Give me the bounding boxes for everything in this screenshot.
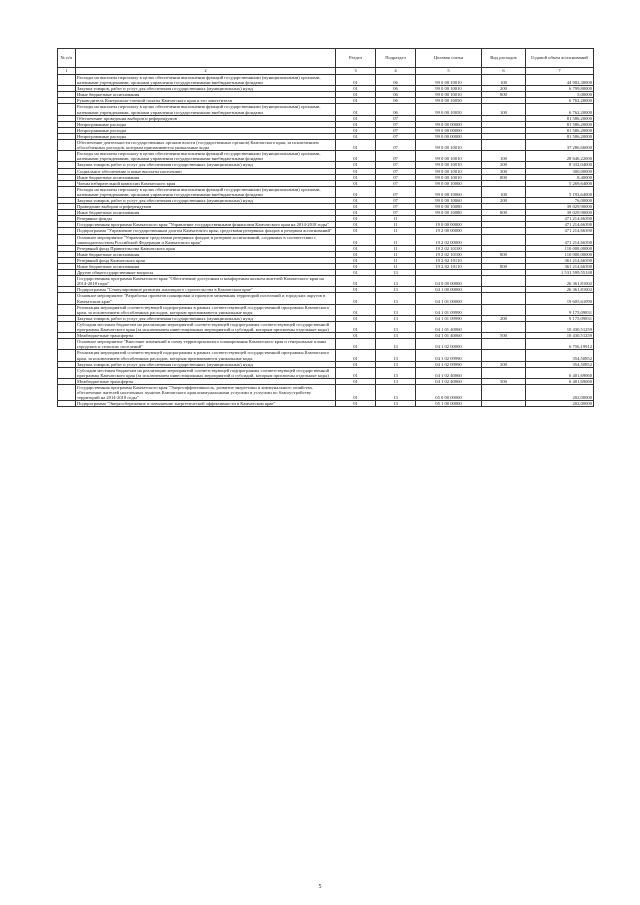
expense-type-cell: 500	[482, 378, 526, 384]
expense-type-cell: 200	[482, 197, 526, 203]
amount-cell: 10 430,51259	[526, 333, 594, 339]
section-cell: 01	[336, 384, 376, 400]
row-number-cell	[58, 186, 76, 197]
expense-name-cell: Резервный фонд Правительства Камчатского края	[76, 245, 336, 251]
expense-name-cell: Закупка товаров, работ и услуг для обеспечения государственных (муниципальных) нужд	[76, 162, 336, 168]
expense-type-cell	[482, 276, 526, 287]
amount-cell: 8 332,04000	[526, 162, 594, 168]
subsection-cell: 07	[376, 115, 416, 121]
expense-type-cell: 500	[482, 333, 526, 339]
section-cell: 01	[336, 264, 376, 270]
subsection-cell: 13	[376, 276, 416, 287]
subsection-cell: 07	[376, 121, 416, 127]
article-cell: 99 0 00 10060	[416, 186, 482, 197]
article-cell: 99 0 00 00000	[416, 133, 482, 139]
section-cell: 01	[336, 216, 376, 222]
table-header-row	[58, 49, 594, 68]
row-number-cell	[58, 367, 76, 378]
subsection-cell: 07	[376, 204, 416, 210]
column-number: 4	[376, 68, 416, 75]
subsection-cell: 07	[376, 162, 416, 168]
article-cell: 04 1 00 00000	[416, 287, 482, 293]
article-cell: 04 1 01 09990	[416, 304, 482, 315]
subsection-cell: 07	[376, 133, 416, 139]
subsection-cell: 07	[376, 151, 416, 162]
expense-name-cell: Обеспечение проведения выборов и референдумов	[76, 115, 336, 121]
table-row	[58, 75, 594, 86]
expense-type-cell	[482, 234, 526, 245]
row-number-cell	[58, 104, 76, 115]
amount-cell: 6 756,19912	[526, 339, 594, 350]
section-cell: 01	[336, 245, 376, 251]
article-cell: 04 1 02 00000	[416, 339, 482, 350]
row-number-cell	[58, 140, 76, 151]
expense-type-cell	[482, 350, 526, 361]
expense-name-cell: Расходы на выплаты персоналу в целях обеспечения выполнения функций государственными (муниципальными) органами, казенными учреждениями, органами управления государственными внебюджетными фондами	[76, 104, 336, 115]
expense-name-cell: Иные бюджетные ассигнования	[76, 92, 336, 98]
table-row	[58, 367, 594, 378]
expense-type-cell: 800	[482, 174, 526, 180]
expense-name-cell: Закупка товаров, работ и услуг для обеспечения государственных (муниципальных) нужд	[76, 197, 336, 203]
table-row	[58, 401, 594, 407]
row-number-cell	[58, 234, 76, 245]
expense-type-cell	[482, 367, 526, 378]
article-cell: 04 1 01 40060	[416, 333, 482, 339]
subsection-cell: 06	[376, 75, 416, 86]
table-row	[58, 293, 594, 304]
amount-cell: 44 902,30000	[526, 75, 594, 86]
expense-type-cell: 800	[482, 92, 526, 98]
article-cell: 19 2 02 00000	[416, 234, 482, 245]
header-amount: Годовой объем ассигнований	[526, 49, 594, 68]
amount-cell: 37 286,66000	[526, 140, 594, 151]
subsection-cell: 07	[376, 127, 416, 133]
expense-name-cell: Реализация мероприятий соответствующей подпрограммы в рамках соответствующей государственной программы Камчатского края, за исключением обособленных расходов, которым присваиваются уникальные коды	[76, 304, 336, 315]
expense-name-cell: Субсидии местным бюджетам на реализацию мероприятий соответствующей подпрограммы соответствующей государственной программы Камчатского края (за исключением инвестиционных мероприятий и субсидий, которым присвоены отдельные коды)	[76, 367, 336, 378]
amount-cell: 81 586,20000	[526, 121, 594, 127]
expense-name-cell: Государственная программа Камчатского края "Энергоэффективность, развитие энергетики и коммунального хозяйства, обеспечение жителей населенных пунктов Камчатского края коммунальными услугами и услугами по благоустройству территорий на 2014-2018 годы"	[76, 384, 336, 400]
row-number-cell	[58, 293, 76, 304]
article-cell: 19 2 02 10110	[416, 257, 482, 263]
article-cell: 19 2 02 10100	[416, 251, 482, 257]
amount-cell: 28 646,22000	[526, 151, 594, 162]
subsection-cell: 13	[376, 270, 416, 276]
section-cell: 01	[336, 86, 376, 92]
amount-cell: 300,00000	[526, 168, 594, 174]
amount-cell: 6 799,80000	[526, 86, 594, 92]
article-cell: 99 0 00 10010	[416, 151, 482, 162]
section-cell: 01	[336, 251, 376, 257]
expense-name-cell: Реализация мероприятий соответствующей подпрограммы в рамках соответствующей государственной программы Камчатского края, за исключением обособленных расходов, которым присваиваются уникальные коды	[76, 350, 336, 361]
row-number-cell	[58, 304, 76, 315]
amount-cell: 5 193,64000	[526, 186, 594, 197]
expense-name-cell: Резервные фонды	[76, 216, 336, 222]
expense-name-cell: Резервный фонд Камчатского края	[76, 257, 336, 263]
expense-name-cell: Закупка товаров, работ и услуг для обеспечения государственных (муниципальных) нужд	[76, 315, 336, 321]
expense-type-cell	[482, 293, 526, 304]
article-cell: 04 1 01 09990	[416, 315, 482, 321]
expense-type-cell: 100	[482, 186, 526, 197]
section-cell: 01	[336, 293, 376, 304]
amount-cell: 39 029,90000	[526, 210, 594, 216]
expense-name-cell: Межбюджетные трансферты	[76, 378, 336, 384]
subsection-cell: 06	[376, 86, 416, 92]
row-number-cell	[58, 401, 76, 407]
expense-type-cell: 100	[482, 151, 526, 162]
article-cell: 04 1 01 00000	[416, 293, 482, 304]
table-row	[58, 350, 594, 361]
article-cell: 04 1 02 40060	[416, 378, 482, 384]
subsection-cell: 11	[376, 251, 416, 257]
expense-type-cell	[482, 140, 526, 151]
budget-table	[57, 48, 594, 407]
expense-name-cell: Члены избирательной комиссии Камчатского края	[76, 180, 336, 186]
section-cell: 01	[336, 75, 376, 86]
table-row	[58, 104, 594, 115]
article-cell: 19 2 02 10110	[416, 264, 482, 270]
subsection-cell: 13	[376, 339, 416, 350]
table-row	[58, 140, 594, 151]
article-cell: 04 1 02 40060	[416, 367, 482, 378]
expense-name-cell: Подпрограмма "Стимулирование развития жилищного строительства в Камчатском крае"	[76, 287, 336, 293]
table-row	[58, 151, 594, 162]
amount-cell: 471 214,66390	[526, 228, 594, 234]
subsection-cell: 13	[376, 384, 416, 400]
amount-cell: 6 762,20000	[526, 98, 594, 104]
expense-type-cell: 100	[482, 75, 526, 86]
section-cell: 01	[336, 321, 376, 332]
section-cell: 01	[336, 151, 376, 162]
amount-cell: 76,00000	[526, 197, 594, 203]
document-page	[57, 48, 593, 407]
article-cell: 99 0 00 10060	[416, 180, 482, 186]
table-row	[58, 304, 594, 315]
section-cell: 01	[336, 121, 376, 127]
amount-cell: 8,40000	[526, 174, 594, 180]
section-cell: 01	[336, 115, 376, 121]
row-number-cell	[58, 276, 76, 287]
expense-name-cell: Проведение выборов и референдумов	[76, 204, 336, 210]
amount-cell: 81 586,20000	[526, 115, 594, 121]
subsection-cell: 13	[376, 401, 416, 407]
expense-name-cell: Закупка товаров, работ и услуг для обеспечения государственных (муниципальных) нужд	[76, 361, 336, 367]
subsection-cell: 13	[376, 315, 416, 321]
expense-name-cell: Межбюджетные трансферты	[76, 333, 336, 339]
expense-type-cell: 800	[482, 251, 526, 257]
article-cell: 19 0 00 00000	[416, 222, 482, 228]
subsection-cell: 13	[376, 304, 416, 315]
subsection-cell: 06	[376, 92, 416, 98]
section-cell: 01	[336, 361, 376, 367]
expense-name-cell: Основное мероприятие "Внесение изменений в схему территориального планирования Камчатского края и генеральные планы городских и сельских поселений"	[76, 339, 336, 350]
amount-cell: 5 269,64000	[526, 180, 594, 186]
expense-name-cell: Иные бюджетные ассигнования	[76, 210, 336, 216]
amount-cell: 19 605,61090	[526, 293, 594, 304]
section-cell: 01	[336, 378, 376, 384]
expense-name-cell: Руководитель Контрольно-счетной палаты Камчатского края и его заместители	[76, 98, 336, 104]
header-subsection: Подраздел	[376, 49, 416, 68]
article-cell: 99 0 00 00000	[416, 127, 482, 133]
expense-type-cell: 300	[482, 168, 526, 174]
header-name	[76, 49, 336, 68]
expense-name-cell: Социальное обеспечение и иные выплаты населению	[76, 168, 336, 174]
section-cell: 01	[336, 287, 376, 293]
expense-type-cell: 800	[482, 210, 526, 216]
amount-cell: 471 214,66390	[526, 234, 594, 245]
subsection-cell: 06	[376, 98, 416, 104]
table-row	[58, 321, 594, 332]
section-cell: 01	[336, 92, 376, 98]
subsection-cell: 13	[376, 333, 416, 339]
header-no: № п/п	[58, 49, 76, 68]
section-cell: 01	[336, 133, 376, 139]
subsection-cell: 13	[376, 378, 416, 384]
header-expense-type: Вид расходов	[482, 49, 526, 68]
section-cell: 01	[336, 333, 376, 339]
section-cell: 01	[336, 180, 376, 186]
article-cell: 99 0 00 10010	[416, 174, 482, 180]
subsection-cell: 11	[376, 222, 416, 228]
column-number: 6	[482, 68, 526, 75]
article-cell: 99 0 00 10010	[416, 168, 482, 174]
table-row	[58, 384, 594, 400]
article-cell: 99 0 00 10050	[416, 98, 482, 104]
expense-name-cell: Непрограммные расходы	[76, 121, 336, 127]
row-number-cell	[58, 151, 76, 162]
section-cell: 01	[336, 174, 376, 180]
section-cell: 01	[336, 127, 376, 133]
subsection-cell: 13	[376, 321, 416, 332]
subsection-cell: 07	[376, 210, 416, 216]
amount-cell: 202,00000	[526, 401, 594, 407]
subsection-cell: 07	[376, 180, 416, 186]
subsection-cell: 07	[376, 140, 416, 151]
expense-type-cell	[482, 304, 526, 315]
article-cell: 05 1 00 00000	[416, 401, 482, 407]
amount-cell: 10 430,51259	[526, 321, 594, 332]
expense-name-cell: Подпрограмма "Управление государственным долгом Камчатского края, средствами резервных фондов и резервом ассигнований"	[76, 228, 336, 234]
article-cell: 99 0 00 10010	[416, 92, 482, 98]
article-cell: 04 0 00 00000	[416, 276, 482, 287]
amount-cell: 202,00000	[526, 384, 594, 400]
section-cell: 01	[336, 276, 376, 287]
section-cell: 01	[336, 168, 376, 174]
column-number: 5	[416, 68, 482, 75]
row-number-cell	[58, 321, 76, 332]
amount-cell: 471 214,66390	[526, 216, 594, 222]
expense-type-cell: 100	[482, 104, 526, 115]
amount-cell: 110 000,00000	[526, 245, 594, 251]
section-cell: 01	[336, 162, 376, 168]
section-cell: 01	[336, 186, 376, 197]
subsection-cell: 11	[376, 264, 416, 270]
expense-name-cell: Расходы на выплаты персоналу в целях обеспечения выполнения функций государственными (муниципальными) органами, казенными учреждениями, органами управления государственными внебюджетными фондами	[76, 151, 336, 162]
expense-name-cell: Другие общегосударственные вопросы	[76, 270, 336, 276]
section-cell: 01	[336, 104, 376, 115]
expense-type-cell: 200	[482, 86, 526, 92]
section-cell: 01	[336, 197, 376, 203]
amount-cell: 6 401,69060	[526, 367, 594, 378]
section-cell: 01	[336, 270, 376, 276]
amount-cell: 6 762,20000	[526, 104, 594, 115]
section-cell: 01	[336, 210, 376, 216]
column-number-row	[58, 68, 594, 75]
expense-type-cell: 200	[482, 315, 526, 321]
row-number-cell	[58, 339, 76, 350]
expense-type-cell: 800	[482, 264, 526, 270]
expense-name-cell: Иные бюджетные ассигнования	[76, 264, 336, 270]
column-number: 3	[336, 68, 376, 75]
expense-name-cell: Субсидии местным бюджетам на реализацию мероприятий соответствующей подпрограммы соответствующей государственной программы Камчатского края (за исключением инвестиционных мероприятий и субсидий, которым присвоены отдельные коды)	[76, 321, 336, 332]
expense-name-cell: Непрограммные расходы	[76, 133, 336, 139]
expense-name-cell: Непрограммные расходы	[76, 127, 336, 133]
article-cell: 99 0 00 10010	[416, 75, 482, 86]
expense-type-cell	[482, 384, 526, 400]
article-cell: 99 0 00 10080	[416, 210, 482, 216]
amount-cell: 9 175,09831	[526, 304, 594, 315]
header-section: Раздел	[336, 49, 376, 68]
row-number-cell	[58, 75, 76, 86]
expense-name-cell: Государственная программа Камчатского края "Управление государственными финансами Камчатского края на 2014-2018 годы"	[76, 222, 336, 228]
article-cell: 04 1 01 40060	[416, 321, 482, 332]
article-cell: 99 0 00 10010	[416, 86, 482, 92]
column-number: 1	[58, 68, 76, 75]
amount-cell: 26 361,81002	[526, 287, 594, 293]
amount-cell: 26 361,81002	[526, 276, 594, 287]
article-cell: 99 0 00 00000	[416, 121, 482, 127]
column-number: 2	[76, 68, 336, 75]
amount-cell: 110 000,00000	[526, 251, 594, 257]
expense-name-cell: Обеспечение деятельности государственных органов власти (государственных органов) Камчатского края, за исключением обособленных расходов, которым присваиваются уникальные коды	[76, 140, 336, 151]
section-cell: 01	[336, 304, 376, 315]
amount-cell: 354,50852	[526, 350, 594, 361]
section-cell: 01	[336, 315, 376, 321]
column-number: 7	[526, 68, 594, 75]
amount-cell: 471 214,66390	[526, 222, 594, 228]
subsection-cell: 07	[376, 186, 416, 197]
expense-name-cell: Иные бюджетные ассигнования	[76, 174, 336, 180]
article-cell: 19 2 02 10100	[416, 245, 482, 251]
row-number-cell	[58, 350, 76, 361]
subsection-cell: 11	[376, 245, 416, 251]
section-cell: 01	[336, 339, 376, 350]
expense-name-cell: Подпрограмма "Энергосбережение и повышение энергетической эффективности в Камчатском крае"	[76, 401, 336, 407]
subsection-cell: 11	[376, 257, 416, 263]
article-cell: 99 0 00 10060	[416, 197, 482, 203]
table-row	[58, 186, 594, 197]
subsection-cell: 13	[376, 350, 416, 361]
expense-name-cell: Основное мероприятие "Разработка проектов планировки и проектов межевания территорий поселений и городских округов в Камчатском крае"	[76, 293, 336, 304]
article-cell: 04 1 02 09990	[416, 350, 482, 361]
section-cell: 01	[336, 228, 376, 234]
amount-cell: 9 175,09831	[526, 315, 594, 321]
subsection-cell: 06	[376, 104, 416, 115]
table-row	[58, 276, 594, 287]
section-cell: 01	[336, 140, 376, 151]
amount-cell: 1 531 599,55148	[526, 270, 594, 276]
amount-cell: 5,00000	[526, 92, 594, 98]
row-number-cell	[58, 384, 76, 400]
expense-type-cell	[482, 401, 526, 407]
page-number: 5	[318, 884, 322, 890]
expense-name-cell: Государственная программа Камчатского края "Обеспечение доступным и комфортным жильем жителей Камчатского края на 2014-2018 годы"	[76, 276, 336, 287]
article-cell: 99 0 00 10010	[416, 162, 482, 168]
section-cell: 01	[336, 222, 376, 228]
amount-cell: 6 401,69060	[526, 378, 594, 384]
expense-name-cell: Закупка товаров, работ и услуг для обеспечения государственных (муниципальных) нужд	[76, 86, 336, 92]
subsection-cell: 13	[376, 361, 416, 367]
expense-type-cell	[482, 321, 526, 332]
article-cell: 04 1 02 09990	[416, 361, 482, 367]
article-cell: 99 0 00 10050	[416, 104, 482, 115]
subsection-cell: 11	[376, 234, 416, 245]
subsection-cell: 13	[376, 287, 416, 293]
amount-cell: 81 586,20000	[526, 133, 594, 139]
expense-type-cell: 200	[482, 361, 526, 367]
article-cell: 99 0 00 10080	[416, 204, 482, 210]
subsection-cell: 07	[376, 174, 416, 180]
amount-cell: 81 586,20000	[526, 127, 594, 133]
subsection-cell: 11	[376, 216, 416, 222]
section-cell: 01	[336, 350, 376, 361]
amount-cell: 361 214,66390	[526, 264, 594, 270]
expense-type-cell	[482, 339, 526, 350]
section-cell: 01	[336, 204, 376, 210]
amount-cell: 354,50852	[526, 361, 594, 367]
section-cell: 01	[336, 98, 376, 104]
table-row	[58, 339, 594, 350]
expense-type-cell: 200	[482, 162, 526, 168]
subsection-cell: 13	[376, 293, 416, 304]
section-cell: 01	[336, 257, 376, 263]
subsection-cell: 13	[376, 367, 416, 378]
article-cell: 19 2 00 00000	[416, 228, 482, 234]
amount-cell: 39 029,90000	[526, 204, 594, 210]
expense-name-cell: Расходы на выплаты персоналу в целях обеспечения выполнения функций государственными (муниципальными) органами, казенными учреждениями, органами управления государственными внебюджетными фондами	[76, 75, 336, 86]
article-cell: 05 0 00 00000	[416, 384, 482, 400]
section-cell: 01	[336, 234, 376, 245]
section-cell: 01	[336, 401, 376, 407]
table-row	[58, 234, 594, 245]
subsection-cell: 11	[376, 228, 416, 234]
amount-cell: 361 214,66390	[526, 257, 594, 263]
table-body	[58, 75, 594, 407]
article-cell: 99 0 00 10010	[416, 140, 482, 151]
subsection-cell: 07	[376, 168, 416, 174]
section-cell: 01	[336, 367, 376, 378]
header-article: Целевая статья	[416, 49, 482, 68]
subsection-cell: 07	[376, 197, 416, 203]
expense-name-cell: Расходы на выплаты персоналу в целях обеспечения выполнения функций государственными (муниципальными) органами, казенными учреждениями, органами управления государственными внебюджетными фондами	[76, 186, 336, 197]
expense-name-cell: Иные бюджетные ассигнования	[76, 251, 336, 257]
expense-name-cell: Основное мероприятие "Управление средствами резервных фондов и резервов ассигнований, созданных в соответствии с законодательством Российской Федерации и Камчатского края"	[76, 234, 336, 245]
